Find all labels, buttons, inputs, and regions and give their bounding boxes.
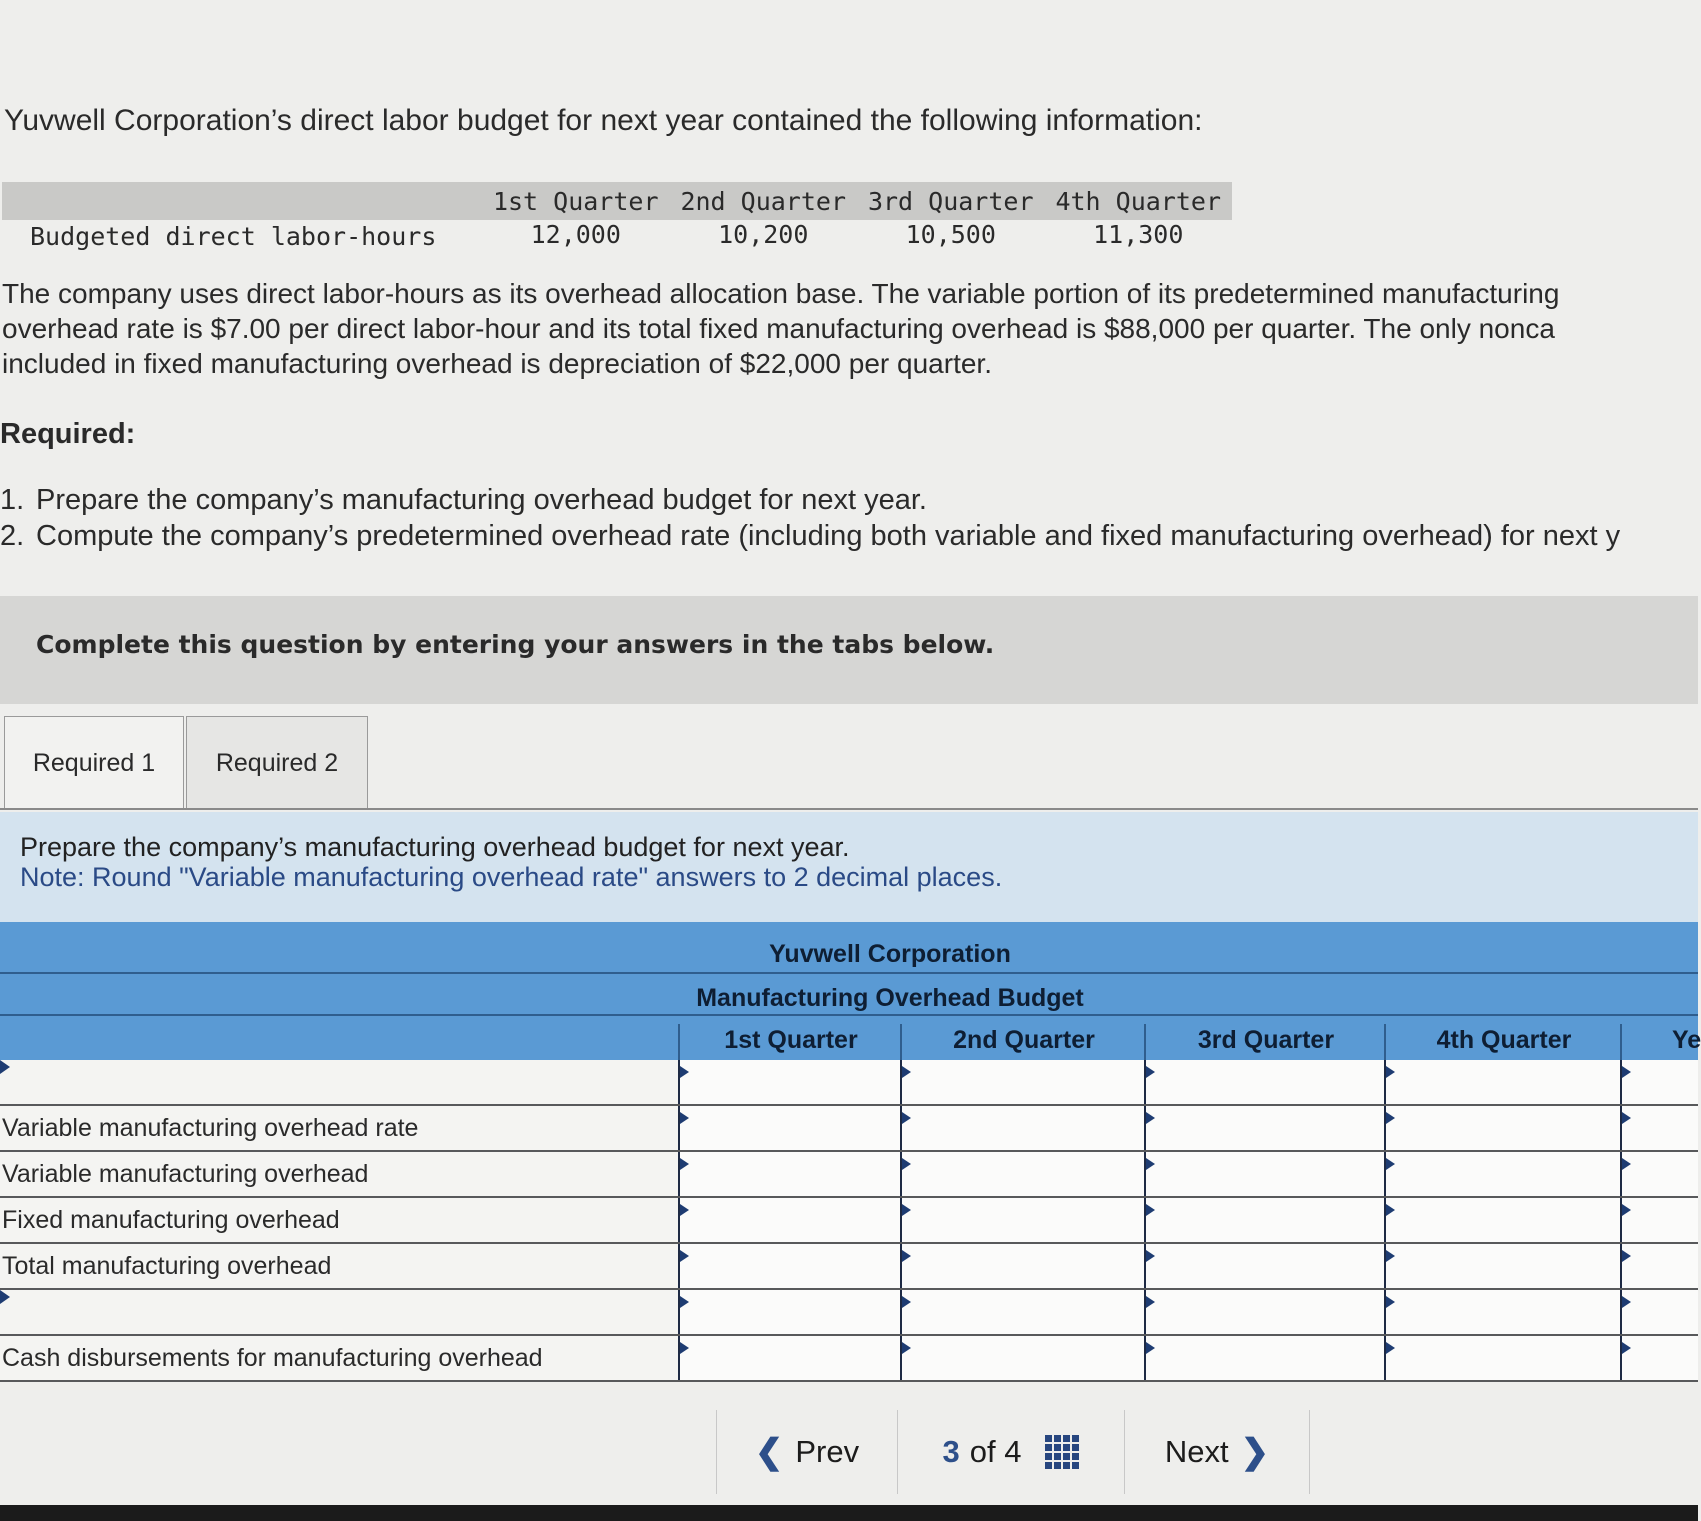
table-row [0,1336,1698,1382]
budget-company: Yuvwell Corporation [769,940,1011,968]
cell-q2[interactable] [900,1198,1144,1242]
answer-input[interactable] [680,1106,900,1150]
answer-input[interactable] [902,1106,1144,1150]
next-button[interactable] [1125,1432,1309,1472]
table-row [0,1290,1698,1336]
cell-q1[interactable] [678,1244,900,1288]
tab-instructions [0,812,1698,926]
answer-input[interactable] [680,1336,900,1380]
answer-input[interactable] [1146,1152,1384,1196]
cell-q1[interactable] [678,1106,900,1150]
col-header-q4: 4th Quarter [1436,1026,1572,1054]
col-header-q2: 2nd Quarter [953,1026,1095,1054]
cell-q4[interactable] [1384,1290,1620,1334]
page-indicator [898,1434,1124,1470]
labor-header-q1: 1st Quarter [482,182,670,220]
pagination-bar [716,1410,1310,1494]
cell-q4[interactable] [1384,1152,1620,1196]
answer-input[interactable] [1386,1152,1620,1196]
cell-q4[interactable] [1384,1336,1620,1380]
cell-q1[interactable] [678,1336,900,1380]
answer-input[interactable] [1146,1336,1384,1380]
budget-header [0,922,1701,1060]
labor-value-q2: 10,200 [718,220,809,249]
answer-input[interactable] [1622,1106,1698,1150]
cell-year[interactable] [1620,1290,1698,1334]
labor-value-q3: 10,500 [905,220,996,249]
header-line [0,972,1698,974]
cell-q4[interactable] [1384,1106,1620,1150]
page-current: 3 [942,1434,960,1469]
instruction-banner [0,596,1698,704]
chevron-left-icon: ❮ [754,1433,784,1471]
table-row [0,1198,1698,1244]
table-row [0,1106,1698,1152]
answer-input[interactable] [902,1244,1144,1288]
cell-q4[interactable] [1384,1198,1620,1242]
tab-divider [0,808,1698,810]
answer-input[interactable] [680,1290,900,1334]
overhead-budget-table [0,922,1701,1382]
labor-header-q3: 3rd Quarter [857,182,1045,220]
cell-q3[interactable] [1144,1106,1384,1150]
labor-row-label: Budgeted direct labor-hours [30,221,437,251]
paragraph-line-3: included in fixed manufacturing overhead is depreciation of $22,000 per quarter. [2,348,992,379]
cell-q2[interactable] [900,1244,1144,1288]
table-row [0,1244,1698,1290]
row-label: Fixed manufacturing overhead [2,1206,340,1234]
required-item-2: 2. Compute the company’s predetermined overhead rate (including both variable and fixed manufacturing overhead) for next y [0,520,1621,552]
labor-table-corner [2,182,482,220]
cell-year[interactable] [1620,1198,1698,1242]
cell-q2[interactable] [900,1290,1144,1334]
answer-input[interactable] [1386,1198,1620,1242]
cell-q2[interactable] [900,1152,1144,1196]
answer-input[interactable] [680,1244,900,1288]
cell-year[interactable] [1620,1106,1698,1150]
col-divider [678,1024,680,1060]
answer-input[interactable] [902,1336,1144,1380]
intro-text: Yuvwell Corporation’s direct labor budget for next year contained the following information: [4,104,1203,137]
cell-year[interactable] [1620,1244,1698,1288]
answer-input[interactable] [1622,1152,1698,1196]
col-divider [900,1024,902,1060]
answer-input[interactable] [1622,1336,1698,1380]
page-of: of 4 [969,1434,1022,1469]
chevron-right-icon: ❯ [1240,1433,1270,1471]
labor-value-q4: 11,300 [1093,220,1184,249]
prev-label: Prev [795,1434,860,1469]
answer-input[interactable] [1146,1290,1384,1334]
instruction-line-1: Prepare the company’s manufacturing overhead budget for next year. [20,832,850,862]
answer-input[interactable] [1622,1060,1698,1104]
answer-input[interactable] [1386,1244,1620,1288]
cell-q1[interactable] [678,1198,900,1242]
col-header-q3: 3rd Quarter [1197,1026,1335,1054]
header-line [0,1014,1698,1016]
cell-q2[interactable] [900,1336,1144,1380]
row-label: Variable manufacturing overhead rate [2,1114,419,1142]
labor-header-q2: 2nd Quarter [670,182,858,220]
paragraph-line-1: The company uses direct labor-hours as its overhead allocation base. The variable portion of its predetermined manufacturing [2,278,1560,309]
next-label: Next [1164,1434,1229,1469]
col-divider [1620,1024,1622,1060]
answer-input[interactable] [1146,1060,1384,1104]
answer-input[interactable] [1146,1106,1384,1150]
col-header-year: Ye [1672,1026,1701,1054]
row-label: Total manufacturing overhead [2,1252,332,1280]
cell-year[interactable] [1620,1336,1698,1380]
row-marker [0,1060,10,1074]
answer-input[interactable] [680,1198,900,1242]
budget-title: Manufacturing Overhead Budget [696,984,1084,1012]
prev-button[interactable] [717,1432,897,1472]
cell-q4[interactable] [1384,1244,1620,1288]
tab-required-2[interactable]: Required 2 [186,716,368,809]
cell-q1[interactable] [678,1290,900,1334]
row-label: Variable manufacturing overhead [2,1160,369,1188]
labor-value-q1: 12,000 [530,220,621,249]
cell-q3[interactable] [1144,1152,1384,1196]
problem-paragraph [2,276,1692,381]
answer-input[interactable] [1386,1106,1620,1150]
cell-q3[interactable] [1144,1336,1384,1380]
paragraph-line-2: overhead rate is $7.00 per direct labor-hour and its total fixed manufacturing overhead is $88,000 per quarter. The only nonca [2,313,1555,344]
row-marker [0,1290,10,1304]
instruction-note: Note: Round "Variable manufacturing overhead rate" answers to 2 decimal places. [20,862,1003,892]
cell-q2[interactable] [900,1106,1144,1150]
tab-required-1[interactable]: Required 1 [4,716,184,809]
row-label: Cash disbursements for manufacturing overhead [2,1344,543,1372]
grid-icon[interactable] [1045,1435,1079,1469]
cell-year[interactable] [1620,1152,1698,1196]
labor-hours-table [2,182,1232,252]
col-header-q1: 1st Quarter [724,1026,858,1054]
answer-input[interactable] [1622,1244,1698,1288]
cell-q4[interactable] [1384,1060,1620,1104]
screen-bottom-edge [0,1505,1698,1521]
col-divider [1144,1024,1146,1060]
cell-q2[interactable] [900,1060,1144,1104]
required-item-1: 1. Prepare the company’s manufacturing overhead budget for next year. [0,484,927,516]
nav-divider [1309,1410,1310,1494]
answer-input[interactable] [680,1060,900,1104]
cell-q3[interactable] [1144,1290,1384,1334]
answer-input[interactable] [902,1060,1144,1104]
answer-input[interactable] [902,1290,1144,1334]
cell-q3[interactable] [1144,1244,1384,1288]
cell-q3[interactable] [1144,1060,1384,1104]
table-row [0,1060,1698,1106]
cell-q3[interactable] [1144,1198,1384,1242]
answer-input[interactable] [680,1152,900,1196]
cell-q1[interactable] [678,1060,900,1104]
answer-input[interactable] [1622,1290,1698,1334]
banner-text: Complete this question by entering your answers in the tabs below. [36,630,995,659]
required-list [0,482,1698,554]
labor-header-q4: 4th Quarter [1045,182,1233,220]
answer-input[interactable] [1146,1244,1384,1288]
answer-input[interactable] [1386,1060,1620,1104]
answer-input[interactable] [1146,1198,1384,1242]
answer-input[interactable] [1386,1336,1620,1380]
required-title: Required: [0,418,136,450]
answer-input[interactable] [902,1152,1144,1196]
answer-input[interactable] [1386,1290,1620,1334]
answer-input[interactable] [902,1198,1144,1242]
answer-input[interactable] [1622,1198,1698,1242]
col-divider [1384,1024,1386,1060]
table-row [0,1152,1698,1198]
cell-year[interactable] [1620,1060,1698,1104]
cell-q1[interactable] [678,1152,900,1196]
